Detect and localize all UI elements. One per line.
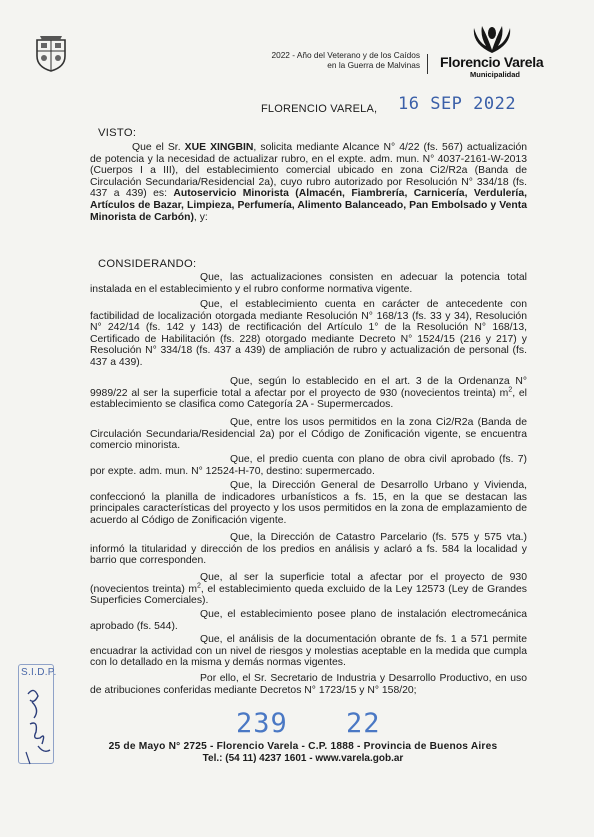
considerando-p7-text: Que, la Dirección de Catastro Parcelario (fs. 575 y 575 vta.) informó la titularidad y dirección de los predios en análisis y aclaró a fs. 584 la localidad y barrio que corresponden. <box>90 532 527 567</box>
resolution-number-stamp: 239 <box>236 708 288 739</box>
sidp-stamp-label: S.I.D.P. <box>21 667 57 678</box>
date-place: FLORENCIO VARELA, <box>261 103 378 115</box>
considerando-p10 <box>90 634 527 669</box>
considerando-p8-sup: 2 <box>197 582 201 590</box>
considerando-p11 <box>90 673 527 696</box>
header-motto-line1: 2022 - Año del Veterano y de los Caídos <box>271 50 420 60</box>
considerando-p3-text-b: , el establecimiento se clasifica como Categoría 2A - Supermercados. <box>90 387 527 411</box>
considerando-p2-text: Que, el establecimiento cuenta en carácter de antecedente con factibilidad de localización otorgada mediante Resolución N° 168/13 (fs. 33 y 34), Resolución N° 242/14 (fs. 142 y 143) de rectificación del Artículo 1° de la Resolución N° 168/13, Certificado de Habilitación (fs. 228) otorgado mediante Decreto N° 1524/15 (216 y 217) y Resolución N° 334/18 (fs. 437 a 439) de ampliación de rubro y actualización de personal (fs. 437 a 439). <box>90 299 527 368</box>
header-divider <box>427 54 428 74</box>
visto-paragraph <box>90 142 527 223</box>
considerando-p7 <box>90 532 527 567</box>
considerando-p6-text: Que, la Dirección General de Desarrollo Urbano y Vivienda, confeccionó la planilla de indicadores urbanísticos a fs. 15, en la que se destacan las principales características del proyecto y los usos permitidos en la zona de emplazamiento de acuerdo al Código de Zonificación vigente. <box>90 480 527 526</box>
considerando-p3-text-a: Que, según lo establecido en el art. 3 de la Ordenanza N° 9989/22 al ser la superficie total a afectar por el proyecto de 930 (novecientos treinta) m <box>90 376 527 399</box>
considerando-p9 <box>90 609 527 632</box>
date-stamp: 16 SEP 2022 <box>398 94 517 114</box>
considerando-p10-text: Que, el análisis de la documentación obrante de fs. 1 a 571 permite encuadrar la actividad con un nivel de riesgos y molestias aceptable en la medida que cumpla con lo detallado en la misma y demás normas vigentes. <box>90 634 527 669</box>
considerando-p1-text: Que, las actualizaciones consisten en adecuar la potencia total instalada en el establecimiento y el rubro conforme normativa vigente. <box>90 272 527 295</box>
applicant-name: XUE XINGBIN <box>184 142 254 153</box>
handwritten-signature <box>20 680 54 766</box>
considerando-p4 <box>90 417 527 452</box>
visto-heading: VISTO: <box>98 127 137 139</box>
visto-rubro: Autoservicio Minorista (Almacén, Fiambrería, Carnicería, Verdulería, Artículos de Bazar, Limpieza, Perfumería, Alimento Balanceado, Pan Embolsado y Venta Minorista de Carbón) <box>90 188 527 223</box>
considerando-p3 <box>90 376 527 411</box>
municipality-subtitle: Municipalidad <box>470 70 521 79</box>
considerando-p2 <box>90 299 527 369</box>
considerando-p9-text: Que, el establecimiento posee plano de instalación electromecánica aprobado (fs. 544). <box>90 609 527 632</box>
considerando-p8 <box>90 572 527 607</box>
considerando-p11-text: Por ello, el Sr. Secretario de Industria y Desarrollo Productivo, en uso de atribuciones conferidas mediante Decretos N° 1723/15 y N° 158/20; <box>90 673 527 696</box>
considerando-heading: CONSIDERANDO: <box>98 258 197 270</box>
resolution-year-stamp: 22 <box>346 708 381 739</box>
considerando-p5-text: Que, el predio cuenta con plano de obra civil aprobado (fs. 7) por expte. adm. mun. N° 12524-H-70, destino: supermercado. <box>90 454 527 477</box>
visto-text-c: , y: <box>193 211 208 223</box>
visto-text-a: Que el Sr. <box>132 142 185 153</box>
visto-text-b: , solicita mediante Alcance N° 4/22 (fs. 567) actualización de potencia y la necesidad de actualizar rubro, en el expte. adm. mun. N° 4037-2161-W-2013 (Cuerpos I a III), del establecimiento comercial ubicado en zona Ci2/R2a (Banda de Circulación Secundaria/Residencial 2a), cuyo rubro autorizado por Resolución N° 334/18 (fs. 437 a 439) es: <box>90 142 528 200</box>
considerando-p6 <box>90 480 527 526</box>
footer-address: 25 de Mayo N° 2725 - Florencio Varela - C.P. 1888 - Provincia de Buenos Aires <box>108 741 498 752</box>
municipality-name: Florencio Varela <box>440 54 544 70</box>
considerando-p3-sup: 2 <box>508 386 513 394</box>
considerando-p1 <box>90 272 527 295</box>
header-motto-line2: en la Guerra de Malvinas <box>327 60 420 70</box>
considerando-p4-text: Que, entre los usos permitidos en la zona Ci2/R2a (Banda de Circulación Secundaria/Residencial 2a) por el Código de Zonificación vigente, se encuentra comercio minorista. <box>90 417 527 452</box>
florencio-varela-logo-icon <box>468 24 516 54</box>
considerando-p8-text-a: Que, al ser la superficie total a afectar por el proyecto de 930 (novecientos treinta) m <box>90 572 527 595</box>
considerando-p8-text-b: , el establecimiento queda excluido de la Ley 12573 (Ley de Grandes Superficies Comerciales). <box>90 583 527 607</box>
footer-contact: Tel.: (54 11) 4237 1601 - www.varela.gob.ar <box>202 753 404 764</box>
considerando-p5 <box>90 454 527 477</box>
crest-logo <box>34 34 68 72</box>
header-motto <box>230 50 420 70</box>
